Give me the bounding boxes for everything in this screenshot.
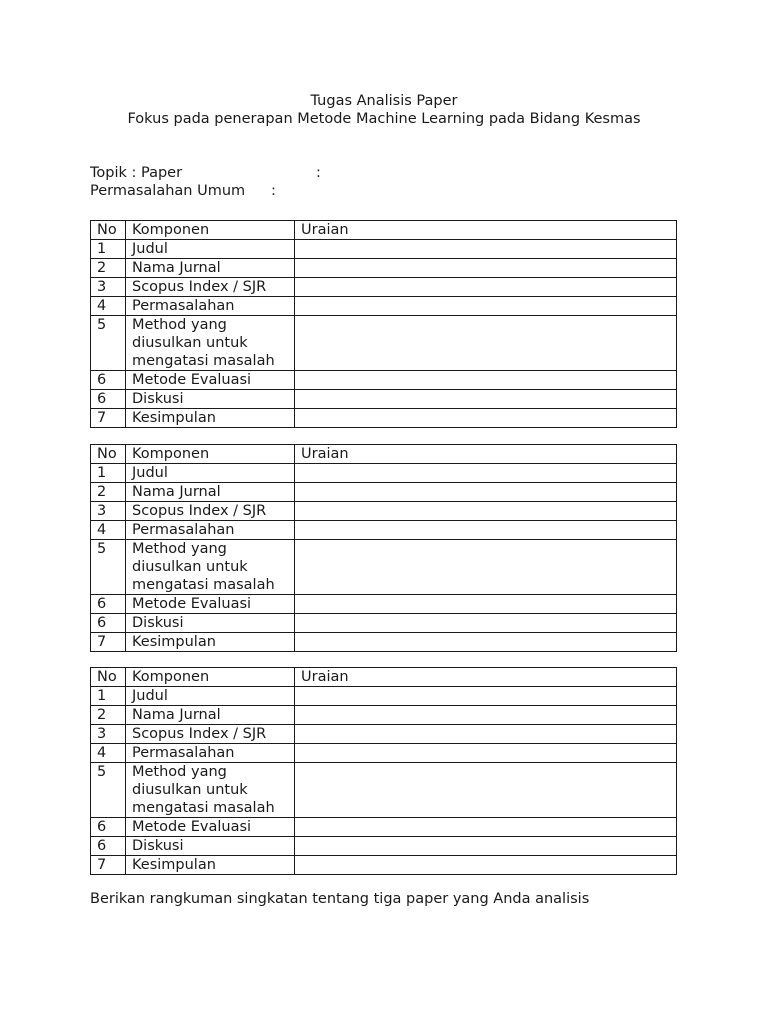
row-komponen: Scopus Index / SJR [126, 502, 295, 521]
topik-colon: : [316, 165, 321, 181]
row-komponen: Diskusi [126, 390, 295, 409]
row-no: 3 [91, 502, 126, 521]
table-row [91, 521, 677, 540]
table-row [91, 502, 677, 521]
header-no: No [91, 668, 126, 687]
row-uraian-cell[interactable] [295, 409, 677, 428]
summary-instruction: Berikan rangkuman singkatan tentang tiga paper yang Anda analisis [90, 891, 590, 907]
analysis-table-3 [90, 667, 677, 875]
table-row [91, 614, 677, 633]
document-title: Tugas Analisis Paper [310, 93, 458, 109]
table-row [91, 837, 677, 856]
topik-label: Topik : Paper [90, 165, 183, 181]
row-no: 3 [91, 725, 126, 744]
header-no: No [91, 445, 126, 464]
row-komponen: Metode Evaluasi [126, 595, 295, 614]
permasalahan-label: Permasalahan Umum [90, 183, 246, 199]
row-no: 1 [91, 240, 126, 259]
row-no: 6 [91, 595, 126, 614]
row-no: 6 [91, 390, 126, 409]
table-header-row [91, 221, 677, 240]
row-komponen: Permasalahan [126, 297, 295, 316]
table-row [91, 297, 677, 316]
row-no: 4 [91, 744, 126, 763]
row-uraian-cell[interactable] [295, 240, 677, 259]
table-row [91, 856, 677, 875]
row-komponen: Nama Jurnal [126, 706, 295, 725]
row-no: 3 [91, 278, 126, 297]
row-uraian-cell[interactable] [295, 259, 677, 278]
header-uraian: Uraian [295, 221, 677, 240]
row-uraian-cell[interactable] [295, 521, 677, 540]
header-komponen: Komponen [126, 445, 295, 464]
header-komponen: Komponen [126, 668, 295, 687]
row-uraian-cell[interactable] [295, 371, 677, 390]
table-row [91, 763, 677, 818]
table-row [91, 278, 677, 297]
table-row [91, 240, 677, 259]
header-no: No [91, 221, 126, 240]
table-row [91, 818, 677, 837]
row-uraian-cell[interactable] [295, 464, 677, 483]
row-no: 1 [91, 687, 126, 706]
table-row [91, 706, 677, 725]
row-komponen: Judul [126, 687, 295, 706]
row-uraian-cell[interactable] [295, 595, 677, 614]
row-uraian-cell[interactable] [295, 706, 677, 725]
row-uraian-cell[interactable] [295, 540, 677, 595]
row-uraian-cell[interactable] [295, 278, 677, 297]
row-uraian-cell[interactable] [295, 390, 677, 409]
table-row [91, 483, 677, 502]
row-uraian-cell[interactable] [295, 725, 677, 744]
row-uraian-cell[interactable] [295, 687, 677, 706]
row-uraian-cell[interactable] [295, 856, 677, 875]
row-uraian-cell[interactable] [295, 502, 677, 521]
table-header-row [91, 668, 677, 687]
row-komponen: Kesimpulan [126, 856, 295, 875]
table-row [91, 390, 677, 409]
row-komponen: Diskusi [126, 614, 295, 633]
row-komponen: Permasalahan [126, 744, 295, 763]
row-komponen: Nama Jurnal [126, 483, 295, 502]
analysis-table-1 [90, 220, 677, 428]
row-no: 5 [91, 316, 126, 371]
row-no: 7 [91, 633, 126, 652]
row-komponen: Diskusi [126, 837, 295, 856]
row-komponen: Scopus Index / SJR [126, 278, 295, 297]
row-no: 2 [91, 483, 126, 502]
permasalahan-colon: : [271, 183, 276, 199]
table-row [91, 371, 677, 390]
row-no: 1 [91, 464, 126, 483]
row-komponen: Permasalahan [126, 521, 295, 540]
table-row [91, 744, 677, 763]
row-komponen: Judul [126, 464, 295, 483]
row-uraian-cell[interactable] [295, 316, 677, 371]
row-no: 7 [91, 409, 126, 428]
row-no: 5 [91, 540, 126, 595]
row-no: 2 [91, 259, 126, 278]
row-komponen: Scopus Index / SJR [126, 725, 295, 744]
row-no: 6 [91, 614, 126, 633]
row-komponen: Nama Jurnal [126, 259, 295, 278]
table-row [91, 316, 677, 371]
row-komponen: Method yang diusulkan untuk mengatasi masalah [126, 763, 295, 818]
header-komponen: Komponen [126, 221, 295, 240]
row-uraian-cell[interactable] [295, 297, 677, 316]
document-subtitle: Fokus pada penerapan Metode Machine Learning pada Bidang Kesmas [127, 111, 641, 127]
header-uraian: Uraian [295, 445, 677, 464]
table-row [91, 687, 677, 706]
row-no: 5 [91, 763, 126, 818]
table-row [91, 595, 677, 614]
table-row [91, 540, 677, 595]
row-komponen: Method yang diusulkan untuk mengatasi masalah [126, 540, 295, 595]
row-komponen: Metode Evaluasi [126, 818, 295, 837]
row-uraian-cell[interactable] [295, 818, 677, 837]
table-row [91, 633, 677, 652]
table-row [91, 409, 677, 428]
row-no: 6 [91, 837, 126, 856]
row-komponen: Judul [126, 240, 295, 259]
row-no: 6 [91, 818, 126, 837]
table-row [91, 725, 677, 744]
row-uraian-cell[interactable] [295, 483, 677, 502]
header-uraian: Uraian [295, 668, 677, 687]
row-no: 6 [91, 371, 126, 390]
row-uraian-cell[interactable] [295, 744, 677, 763]
row-uraian-cell[interactable] [295, 633, 677, 652]
row-no: 7 [91, 856, 126, 875]
row-uraian-cell[interactable] [295, 614, 677, 633]
row-uraian-cell[interactable] [295, 837, 677, 856]
row-no: 4 [91, 297, 126, 316]
row-no: 4 [91, 521, 126, 540]
row-no: 2 [91, 706, 126, 725]
table-row [91, 464, 677, 483]
row-uraian-cell[interactable] [295, 763, 677, 818]
table-header-row [91, 445, 677, 464]
row-komponen: Kesimpulan [126, 633, 295, 652]
row-komponen: Method yang diusulkan untuk mengatasi masalah [126, 316, 295, 371]
row-komponen: Metode Evaluasi [126, 371, 295, 390]
analysis-table-2 [90, 444, 677, 652]
row-komponen: Kesimpulan [126, 409, 295, 428]
table-row [91, 259, 677, 278]
